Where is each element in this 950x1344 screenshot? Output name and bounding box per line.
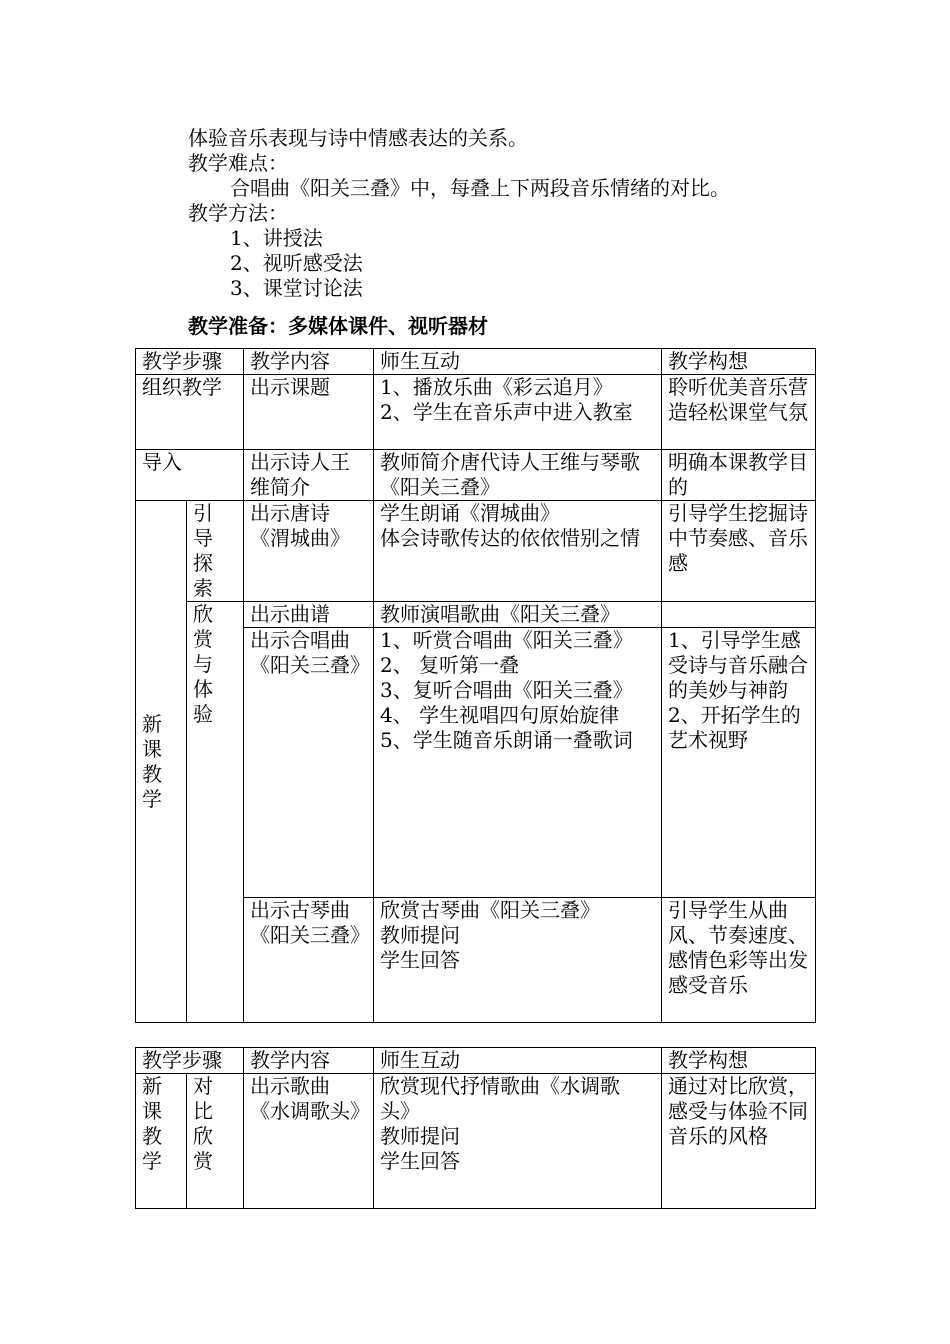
header-content: 教学内容 — [244, 349, 374, 375]
interaction-cell: 1、听赏合唱曲《阳关三叠》 2、 复听第一叠 3、复听合唱曲《阳关三叠》 4、 学生视唱四句原始旋律 5、学生随音乐朗诵一叠歌词 — [374, 628, 662, 898]
sub-step-label: 欣赏与体验 — [193, 602, 213, 726]
content-cell: 出示课题 — [244, 375, 374, 450]
lesson-plan-table-continued — [135, 1047, 816, 1209]
table-header-row — [136, 1048, 816, 1074]
idea-cell: 引导学生从曲风、节奏速度、感情色彩等出发感受音乐 — [662, 898, 816, 1023]
interaction-cell: 欣赏现代抒情歌曲《水调歌头》 教师提问 学生回答 — [374, 1074, 662, 1209]
difficulty-heading: 教学难点： — [188, 151, 288, 175]
header-idea: 教学构想 — [662, 349, 816, 375]
step-cell: 组织教学 — [136, 375, 244, 450]
main-step-label: 新课教学 — [142, 1074, 162, 1173]
lesson-plan-table — [135, 348, 816, 1023]
header-step: 教学步骤 — [136, 349, 244, 375]
interaction-cell: 欣赏古琴曲《阳关三叠》 教师提问 学生回答 — [374, 898, 662, 1023]
interaction-cell: 教师演唱歌曲《阳关三叠》 — [374, 602, 662, 628]
table-row — [136, 450, 816, 501]
interaction-cell: 1、播放乐曲《彩云追月》 2、学生在音乐声中进入教室 — [374, 375, 662, 450]
idea-cell: 引导学生挖掘诗中节奏感、音乐感 — [662, 501, 816, 602]
main-step-cell — [136, 1074, 187, 1209]
sub-step-label: 引导探索 — [193, 501, 213, 600]
table-row — [136, 501, 816, 602]
table-row — [136, 1074, 816, 1209]
idea-cell: 1、引导学生感受诗与音乐融合的美妙与神韵 2、开拓学生的艺术视野 — [662, 628, 816, 898]
sub-step-label: 对比欣赏 — [193, 1074, 213, 1173]
idea-cell: 明确本课教学目的 — [662, 450, 816, 501]
method-item: 1、讲授法 — [230, 226, 323, 250]
content-cell: 出示唐诗《渭城曲》 — [244, 501, 374, 602]
header-step: 教学步骤 — [136, 1048, 244, 1074]
sub-step-cell — [187, 1074, 244, 1209]
sub-step-cell — [187, 501, 244, 602]
header-interaction: 师生互动 — [374, 1048, 662, 1074]
difficulty-text: 合唱曲《阳关三叠》中，每叠上下两段音乐情绪的对比。 — [230, 176, 730, 200]
idea-cell — [662, 602, 816, 628]
method-item: 2、视听感受法 — [230, 251, 363, 275]
header-content: 教学内容 — [244, 1048, 374, 1074]
content-cell: 出示歌曲《水调歌头》 — [244, 1074, 374, 1209]
main-step-label: 新课教学 — [142, 711, 162, 811]
table-row — [136, 602, 816, 628]
step-cell: 导入 — [136, 450, 244, 501]
intro-text-line: 体验音乐表现与诗中情感表达的关系。 — [188, 126, 528, 150]
header-idea: 教学构想 — [662, 1048, 816, 1074]
content-cell: 出示合唱曲《阳关三叠》 — [244, 628, 374, 898]
idea-cell: 聆听优美音乐营造轻松课堂气氛 — [662, 375, 816, 450]
method-item: 3、课堂讨论法 — [230, 276, 363, 300]
interaction-cell: 教师简介唐代诗人王维与琴歌《阳关三叠》 — [374, 450, 662, 501]
sub-step-cell — [187, 602, 244, 1023]
main-step-cell — [136, 501, 187, 1023]
method-heading: 教学方法： — [188, 201, 288, 225]
idea-cell: 通过对比欣赏，感受与体验不同音乐的风格 — [662, 1074, 816, 1209]
content-cell: 出示曲谱 — [244, 602, 374, 628]
table-header-row — [136, 349, 816, 375]
content-cell: 出示古琴曲《阳关三叠》 — [244, 898, 374, 1023]
table-row — [136, 375, 816, 450]
interaction-cell: 学生朗诵《渭城曲》 体会诗歌传达的依依惜别之情 — [374, 501, 662, 602]
header-interaction: 师生互动 — [374, 349, 662, 375]
preparation-heading: 教学准备：多媒体课件、视听器材 — [188, 314, 488, 338]
content-cell: 出示诗人王维简介 — [244, 450, 374, 501]
